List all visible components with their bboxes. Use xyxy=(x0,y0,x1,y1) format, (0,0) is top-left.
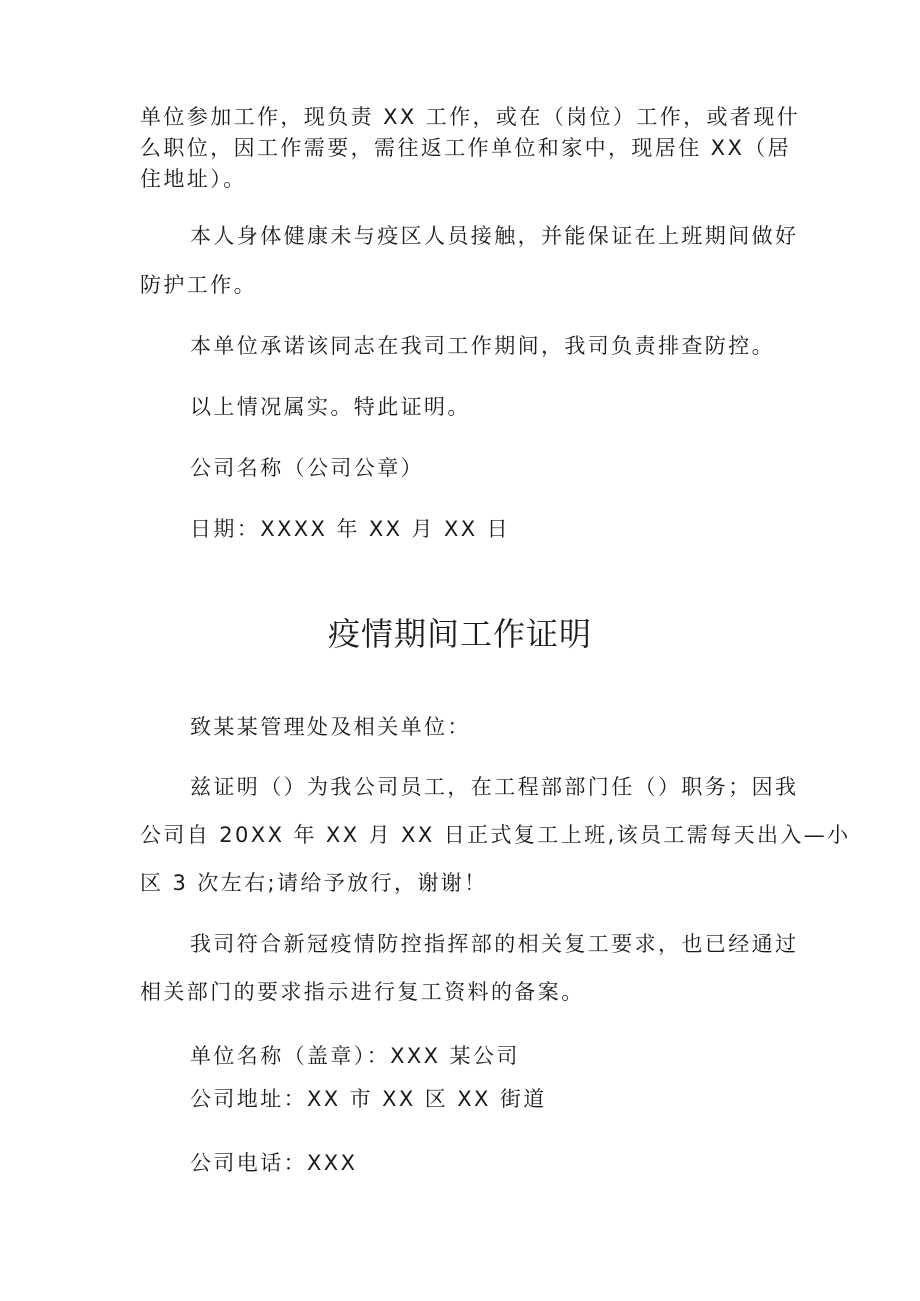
paragraph-line: 本人身体健康未与疫区人员接触，并能保证在上班期间做好 xyxy=(190,224,799,248)
certification-text: 以上情况属实。特此证明。 xyxy=(190,395,471,419)
paragraph-line: 单位参加工作，现负责 XX 工作，或在（岗位）工作，或者现什 xyxy=(140,105,801,129)
company-phone-line: 公司电话：XXX xyxy=(190,1151,358,1175)
paragraph-line: 住地址）。 xyxy=(140,167,247,191)
company-name-line: 公司名称（公司公章） xyxy=(190,456,424,480)
document-title: 疫情期间工作证明 xyxy=(327,615,592,653)
salutation: 致某某管理处及相关单位： xyxy=(190,715,471,739)
paragraph-line: 公司自 20XX 年 XX 月 XX 日正式复工上班,该员工需每天出入—小 xyxy=(140,823,851,847)
commitment-text: 本单位承诺该同志在我司工作期间，我司负责排查防控。 xyxy=(190,334,775,358)
unit-name-line: 单位名称（盖章）：XXX 某公司 xyxy=(190,1044,520,1068)
paragraph-line: 相关部门的要求指示进行复工资料的备案。 xyxy=(140,980,585,1004)
paragraph-line: 我司符合新冠疫情防控指挥部的相关复工要求，也已经通过 xyxy=(190,932,799,956)
company-address-line: 公司地址：XX 市 XX 区 XX 街道 xyxy=(190,1087,547,1111)
date-line: 日期：XXXX 年 XX 月 XX 日 xyxy=(190,517,511,541)
paragraph-line: 防护工作。 xyxy=(140,273,257,297)
paragraph-line: 区 3 次左右;请给予放行，谢谢！ xyxy=(140,871,488,895)
paragraph-line: 么职位，因工作需要，需往返工作单位和家中，现居住 XX（居 xyxy=(140,136,792,160)
paragraph-line: 兹证明（）为我公司员工，在工程部部门任（）职务；因我 xyxy=(190,775,799,799)
